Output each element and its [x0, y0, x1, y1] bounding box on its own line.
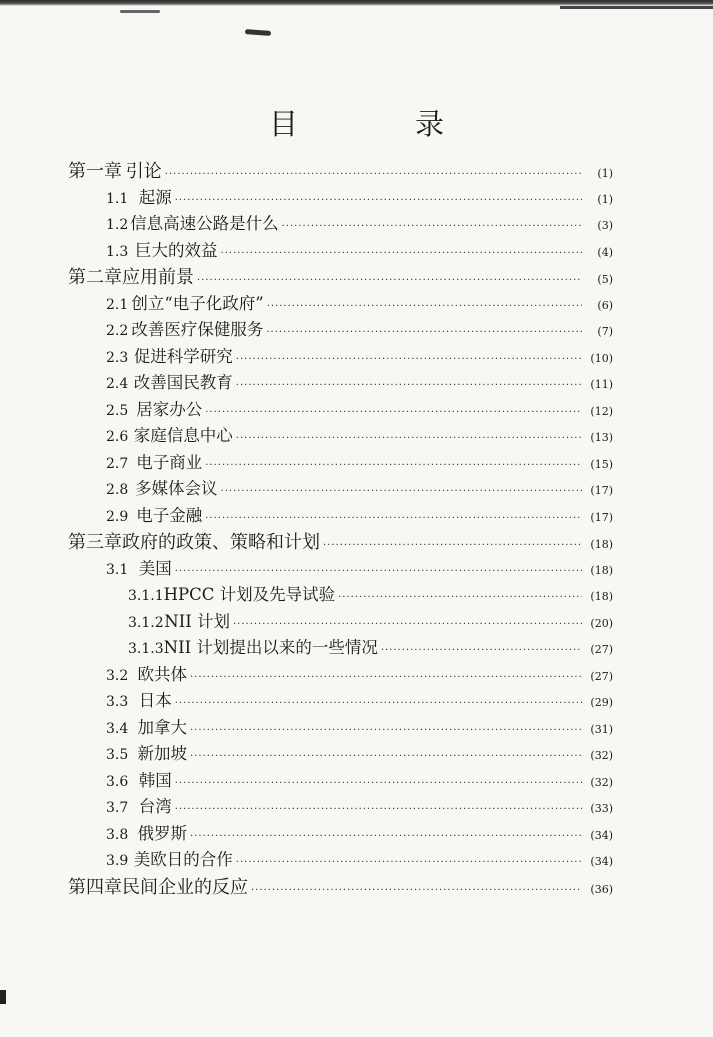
- toc-entry-number: 3.8: [106, 826, 129, 843]
- dot-leader: [205, 460, 582, 471]
- toc-entry-page: (17): [590, 484, 613, 497]
- dot-leader: [266, 327, 582, 338]
- dot-leader: [323, 540, 582, 551]
- toc-entry-number: 2.6: [106, 429, 129, 445]
- toc-entry-title: NII 计划提出以来的一些情况: [163, 638, 378, 657]
- toc-entry-page: (31): [590, 722, 613, 736]
- toc-entry-title: 电子商业: [136, 452, 203, 472]
- toc-entry-title: 电子金融: [136, 505, 203, 525]
- dot-leader: [205, 513, 582, 524]
- dot-leader: [190, 831, 582, 842]
- toc-entry-title: 多媒体会议: [135, 479, 218, 498]
- toc-entry-title: 改善医疗保健服务: [131, 320, 264, 339]
- toc-entry-number: 1.3: [106, 243, 129, 260]
- toc-entry-number: 3.3: [106, 694, 129, 710]
- toc-entry-number: 第二章: [68, 267, 122, 288]
- toc-entry-number: 3.1.1: [128, 588, 164, 604]
- toc-entry-title: 居家办公: [136, 399, 203, 419]
- toc-entry-title: 美国: [138, 558, 172, 578]
- dot-leader: [175, 804, 582, 815]
- dot-leader: [381, 645, 582, 656]
- dot-leader: [175, 195, 582, 206]
- dot-leader: [251, 885, 582, 896]
- toc-entry-page: (6): [597, 298, 613, 312]
- toc-entry-number: 1.1: [106, 190, 129, 207]
- toc-entry-section: [68, 714, 613, 741]
- toc-entry-number: 3.1: [106, 561, 129, 578]
- toc-entry-section: [68, 343, 613, 370]
- dot-leader: [197, 275, 582, 286]
- toc-entry-section: [68, 396, 613, 423]
- ink-smudge: [245, 29, 271, 36]
- dot-leader: [221, 486, 582, 497]
- toc-entry-title: 创立“电子化政府”: [131, 293, 264, 313]
- toc-entry-title: 台湾: [138, 797, 172, 816]
- toc-entry-section: [68, 237, 613, 264]
- toc-entry-title: 韩国: [138, 770, 172, 790]
- toc-entry-section: [68, 846, 613, 873]
- toc-entry-section: [68, 502, 613, 529]
- toc-entry-page: (32): [590, 749, 613, 762]
- toc-entry-title: 政府的政策、策略和计划: [122, 532, 320, 553]
- table-of-contents: [68, 157, 613, 899]
- toc-entry-section: [68, 820, 613, 847]
- toc-entry-section: [68, 422, 613, 449]
- toc-entry-title: 民间企业的反应: [122, 876, 248, 898]
- dot-leader: [190, 672, 582, 683]
- toc-entry-number: 第三章: [68, 532, 122, 553]
- toc-entry-section: [68, 740, 613, 767]
- toc-entry-title: 信息高速公路是什么: [130, 214, 279, 233]
- dot-leader: [267, 301, 582, 312]
- toc-entry-title: 日本: [138, 691, 172, 710]
- toc-entry-page: (18): [590, 563, 613, 577]
- dot-leader: [221, 248, 582, 259]
- toc-entry-chapter: [68, 528, 613, 555]
- toc-entry-section: [68, 793, 613, 820]
- toc-entry-title: 美欧日的合作: [133, 850, 233, 869]
- toc-entry-number: 第四章: [68, 876, 122, 898]
- dot-leader: [175, 566, 582, 577]
- dot-leader: [236, 433, 582, 444]
- toc-entry-title: 应用前景: [122, 267, 194, 288]
- toc-entry-title: 加拿大: [137, 717, 187, 737]
- toc-entry-subsection: [68, 581, 613, 608]
- dot-leader: [175, 698, 582, 709]
- dot-leader: [205, 407, 582, 418]
- toc-entry-number: 3.1.3: [128, 641, 164, 657]
- toc-entry-title: 起源: [138, 187, 172, 207]
- dot-leader: [236, 380, 582, 391]
- toc-entry-chapter: [68, 263, 613, 290]
- dot-leader: [165, 169, 582, 180]
- toc-entry-page: (11): [590, 378, 613, 391]
- toc-entry-page: (5): [597, 273, 613, 286]
- toc-entry-subsection: [68, 634, 613, 661]
- dot-leader: [236, 857, 582, 868]
- ink-smudge: [120, 10, 160, 13]
- toc-entry-number: 2.3: [106, 349, 129, 366]
- toc-entry-title: HPCC 计划及先导试验: [163, 585, 336, 604]
- toc-entry-page: (7): [597, 325, 613, 338]
- toc-entry-title: 欧共体: [137, 664, 187, 684]
- toc-entry-page: (33): [590, 802, 613, 815]
- toc-entry-section: [68, 184, 613, 211]
- toc-entry-page: (34): [590, 855, 613, 868]
- toc-entry-page: (20): [590, 616, 613, 630]
- toc-entry-chapter: [68, 873, 613, 900]
- toc-entry-page: (12): [590, 404, 613, 418]
- toc-entry-section: [68, 290, 613, 317]
- toc-entry-page: (34): [590, 828, 613, 842]
- toc-entry-page: (10): [590, 351, 613, 365]
- scan-mark: [0, 990, 6, 1004]
- toc-entry-page: (36): [590, 882, 613, 896]
- toc-entry-title: 巨大的效益: [135, 240, 218, 260]
- toc-entry-section: [68, 555, 613, 582]
- toc-entry-section: [68, 316, 613, 343]
- toc-entry-page: (32): [590, 775, 613, 789]
- toc-entry-page: (18): [590, 538, 613, 551]
- toc-entry-number: 第一章: [68, 161, 122, 182]
- toc-entry-page: (4): [597, 245, 613, 259]
- dot-leader: [190, 751, 582, 762]
- dot-leader: [233, 619, 582, 630]
- toc-entry-page: (13): [590, 431, 613, 444]
- dot-leader: [236, 354, 582, 365]
- toc-entry-page: (18): [590, 590, 613, 603]
- toc-entry-number: 3.5: [106, 747, 129, 763]
- toc-entry-title: 改善国民教育: [133, 373, 233, 392]
- dot-leader: [190, 725, 582, 736]
- toc-entry-number: 2.2: [106, 323, 129, 339]
- toc-entry-subsection: [68, 608, 613, 635]
- toc-entry-number: 3.2: [106, 667, 129, 684]
- toc-entry-number: 3.1.2: [128, 614, 164, 631]
- toc-entry-number: 2.8: [106, 482, 129, 498]
- toc-entry-number: 2.5: [106, 402, 129, 419]
- toc-entry-section: [68, 449, 613, 476]
- toc-entry-section: [68, 369, 613, 396]
- toc-entry-page: (27): [590, 643, 613, 656]
- toc-entry-section: [68, 767, 613, 794]
- toc-entry-number: 2.1: [106, 296, 129, 313]
- toc-entry-page: (1): [597, 192, 613, 206]
- toc-entry-page: (17): [590, 510, 613, 524]
- toc-entry-title: 引论: [125, 161, 162, 182]
- toc-entry-number: 3.4: [106, 720, 129, 737]
- toc-entry-number: 1.2: [106, 217, 129, 233]
- toc-entry-section: [68, 661, 613, 688]
- toc-entry-number: 2.9: [106, 508, 129, 525]
- toc-entry-title: 家庭信息中心: [133, 426, 233, 445]
- toc-entry-section: [68, 475, 613, 502]
- toc-entry-chapter: [68, 157, 613, 184]
- dot-leader: [175, 778, 582, 789]
- toc-entry-number: 2.4: [106, 376, 129, 392]
- toc-entry-title: 新加坡: [137, 744, 187, 763]
- toc-entry-page: (3): [597, 219, 613, 232]
- toc-entry-section: [68, 210, 613, 237]
- scan-edge-top-right: [560, 6, 713, 9]
- toc-entry-page: (1): [597, 167, 613, 180]
- toc-entry-page: (15): [590, 457, 613, 471]
- page-title: 目 录: [268, 107, 488, 142]
- toc-entry-number: 3.6: [106, 773, 129, 790]
- toc-entry-number: 3.7: [106, 800, 129, 816]
- toc-entry-page: (29): [590, 696, 613, 709]
- toc-entry-title: 促进科学研究: [133, 346, 233, 366]
- toc-entry-page: (27): [590, 669, 613, 683]
- toc-entry-section: [68, 687, 613, 714]
- toc-entry-number: 3.9: [106, 853, 129, 869]
- toc-entry-number: 2.7: [106, 455, 129, 472]
- toc-entry-title: NII 计划: [164, 611, 230, 631]
- dot-leader: [282, 221, 582, 232]
- toc-entry-title: 俄罗斯: [137, 823, 187, 843]
- dot-leader: [338, 592, 582, 603]
